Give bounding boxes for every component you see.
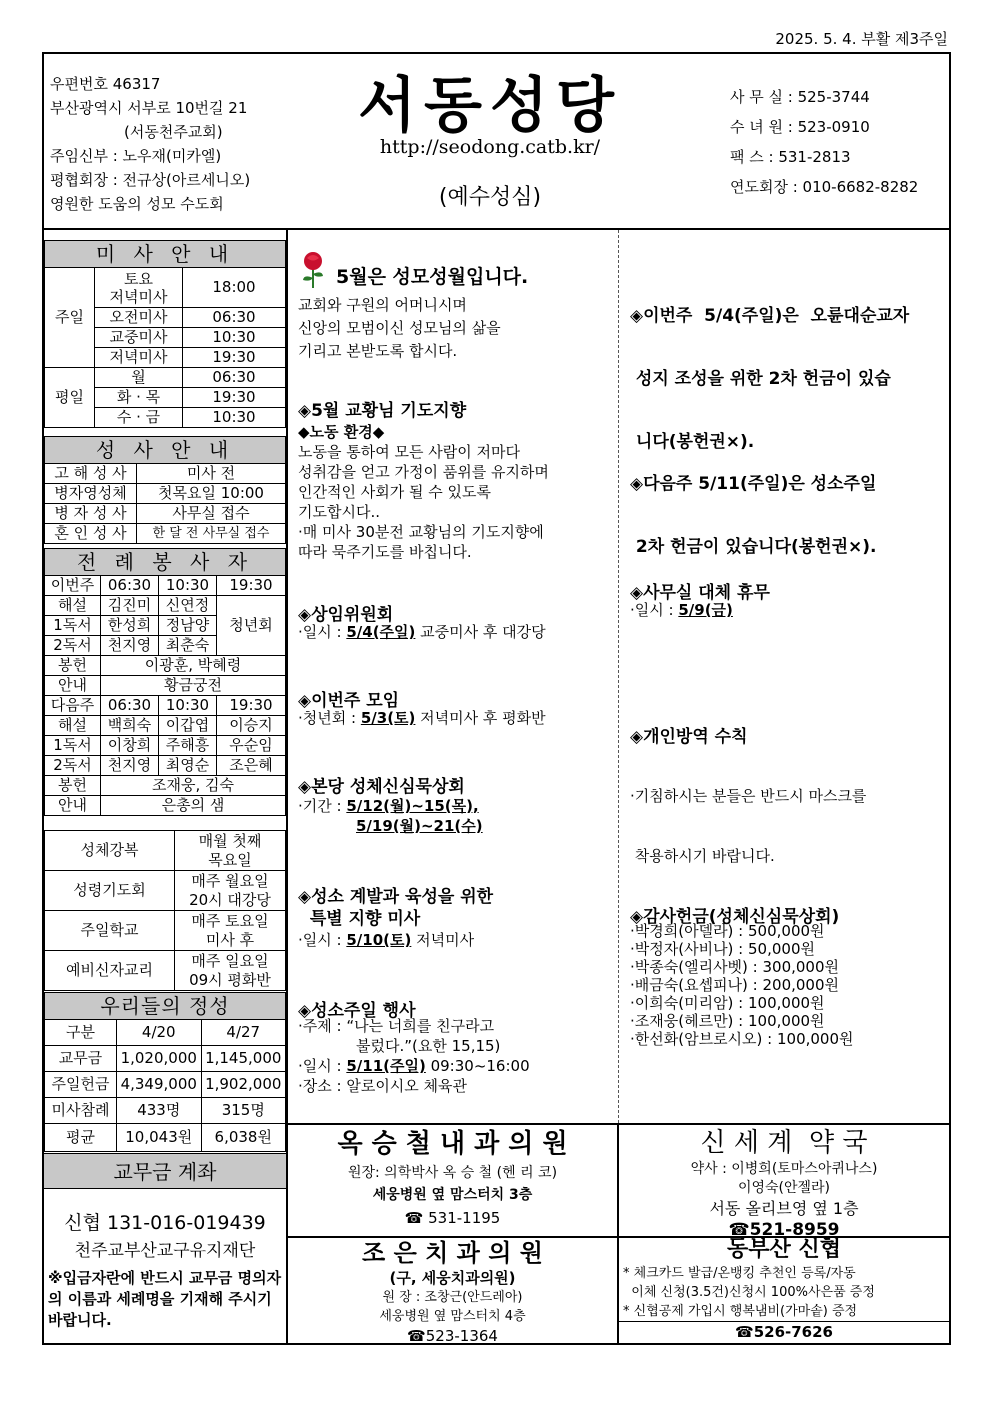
mass-table <box>44 240 286 428</box>
ad-line: 세웅병원 옆 맘스터치 3층 <box>372 1187 533 1203</box>
thanks-item: ·조재웅(헤르만) : 100,000원 <box>630 1012 825 1030</box>
text-line: ◈다음주 5/11(주일)은 성소주일 <box>630 474 877 494</box>
sacrament-name: 혼 인 성 사 <box>45 524 137 544</box>
server-name: 신연정 <box>159 596 217 616</box>
date: 5/9(금) <box>678 601 733 619</box>
mass-time: 19:30 <box>183 388 286 408</box>
thanks-title: ◈감사헌금(성체신심묵상회) <box>630 907 840 927</box>
server-name: 김진미 <box>101 596 159 616</box>
mass-time: 19:30 <box>183 348 286 368</box>
label: ·청년회 : <box>298 709 361 727</box>
mass-time: 10:30 <box>183 328 286 348</box>
row-label: 평균 <box>45 1124 117 1152</box>
meeting-info <box>298 708 546 728</box>
account-note: ※입금자란에 반드시 교무금 명의자의 이름과 세례명을 기재해 주시기 바랍니다. <box>48 1269 282 1329</box>
time: 06:30 <box>101 576 159 596</box>
row-label: 주일헌금 <box>45 1072 117 1098</box>
ad-line: 원장: 의학박사 옥 승 철 (헨 리 코) <box>347 1165 558 1181</box>
label: ·일시 : <box>630 601 679 619</box>
mass-time: 18:00 <box>183 268 286 308</box>
committee-info <box>298 622 546 642</box>
header-address <box>50 72 250 216</box>
role: 봉헌 <box>45 776 101 796</box>
schedule-value: 매주 월요일 20시 대강당 <box>175 871 286 911</box>
sacrament-title: 성 사 안 내 <box>45 437 286 464</box>
page-subtitle: (예수성심) <box>438 185 542 210</box>
text-line: 인간적인 사회가 될 수 있도록 <box>298 483 491 501</box>
ad-pharmacy <box>619 1126 949 1240</box>
mass-name: 교중미사 <box>95 328 183 348</box>
event-info <box>298 1016 530 1096</box>
ad-line: * 체크카드 발급/온뱅킹 추천인 등록/자동 <box>623 1266 856 1281</box>
committee-title: ◈상임위원회 <box>298 605 394 625</box>
server-name: 조은혜 <box>217 756 286 776</box>
vocation-info <box>298 930 474 950</box>
server-name: 조재웅, 김숙 <box>101 776 286 796</box>
server-group: 청년회 <box>217 596 286 656</box>
text-line: 신앙의 모범이신 성모님의 삶을 <box>298 319 501 337</box>
account-holder: 천주교부산교구유지재단 <box>74 1241 256 1261</box>
thanks-list <box>630 922 854 1048</box>
servers-table <box>44 548 286 816</box>
ad-line: 원 장 : 조창근(안드레아) <box>382 1290 523 1305</box>
label: ·일시 : <box>298 1057 347 1075</box>
visit-info <box>298 796 483 836</box>
schedule-value: 매주 토요일 미사 후 <box>175 911 286 951</box>
title-line: ◈성소 계발과 육성을 위한 <box>298 887 494 907</box>
sacrament-value: 첫목요일 10:00 <box>137 484 286 504</box>
text-line: 니다(봉헌권×). <box>630 432 755 452</box>
account-title: 교무금 계좌 <box>44 1153 286 1189</box>
ad-clinic <box>288 1126 617 1230</box>
column-divider <box>618 230 619 1123</box>
time: 19:30 <box>217 576 286 596</box>
church-name: (서동천주교회) <box>124 123 223 141</box>
schedule-value: 매주 일요일 09시 평화반 <box>175 951 286 991</box>
notice-vocation-sunday <box>630 432 876 579</box>
role: 해설 <box>45 716 101 736</box>
sacrament-value: 사무실 접수 <box>137 504 286 524</box>
detail: 09:30~16:00 <box>425 1057 530 1075</box>
pope-section <box>298 422 549 562</box>
ad-line: 세웅병원 옆 맘스터치 4층 <box>379 1309 526 1324</box>
fax: 팩 스 : 531-2813 <box>730 148 851 166</box>
time: 19:30 <box>217 696 286 716</box>
mass-name: 오전미사 <box>95 308 183 328</box>
text-line: ·매 미사 30분전 교황님의 기도지향에 <box>298 523 544 541</box>
servers-title: 전 례 봉 사 자 <box>45 549 286 576</box>
may-title: 5월은 성모성월입니다. <box>336 266 529 288</box>
label: ·기간 : <box>298 797 347 815</box>
date: 5/11(주일) <box>346 1057 426 1075</box>
health-info <box>630 746 866 886</box>
server-name: 한성희 <box>101 616 159 636</box>
ad-title: 옥 승 철 내 과 의 원 <box>337 1129 568 1159</box>
mass-name: 토요 저녁미사 <box>95 268 183 308</box>
text-line: 성지 조성을 위한 2차 헌금이 있습 <box>630 369 891 389</box>
server-name: 황금궁전 <box>101 676 286 696</box>
ad-line: 이영숙(안젤라) <box>737 1180 831 1196</box>
text-line: 성취감을 얻고 가정이 품위를 유지하며 <box>298 463 549 481</box>
office-phone: 사 무 실 : 525-3744 <box>730 88 870 106</box>
thanks-item: ·이희숙(미리암) : 100,000원 <box>630 994 825 1012</box>
server-name: 최춘숙 <box>159 636 217 656</box>
row-label: 교무금 <box>45 1046 117 1072</box>
text-line: ·장소 : 알로이시오 체육관 <box>298 1077 468 1095</box>
detail: 저녁미사 후 평화반 <box>415 709 546 727</box>
role: 안내 <box>45 676 101 696</box>
time: 10:30 <box>159 576 217 596</box>
cell: 4,349,000 <box>117 1072 202 1098</box>
text-line: ◈이번주 5/4(주일)은 오륜대순교자 <box>630 306 910 326</box>
issue-date: 2025. 5. 4. 부활 제3주일 <box>775 30 948 48</box>
role: 1독서 <box>45 616 101 636</box>
cell: 1,020,000 <box>117 1046 202 1072</box>
schedule-name: 성령기도회 <box>45 871 175 911</box>
text-line: 착용하시기 바랍니다. <box>630 847 775 865</box>
mass-title: 미 사 안 내 <box>45 241 286 268</box>
role: 봉헌 <box>45 656 101 676</box>
cell: 315명 <box>201 1098 286 1124</box>
role: 안내 <box>45 796 101 816</box>
label: ·일시 : <box>298 623 347 641</box>
text-line: 기도합시다.. <box>298 503 380 521</box>
text-line: ·기침하시는 분들은 반드시 마스크를 <box>630 787 867 805</box>
ad-title: 신 세 계 약 국 <box>700 1128 868 1158</box>
sacrament-value: 한 달 전 사무실 접수 <box>137 524 286 544</box>
weekday-label: 평일 <box>45 368 95 428</box>
ad-line: 서동 올리브영 옆 1층 <box>709 1199 859 1218</box>
council-president: 평협회장 : 전규상(아르세니오) <box>50 171 251 189</box>
ad-line: (구, 세웅치과의원) <box>389 1269 516 1287</box>
sacrament-table <box>44 436 286 544</box>
time: 10:30 <box>159 696 217 716</box>
convent: 영원한 도움의 성모 수도회 <box>50 195 224 213</box>
schedule-table <box>44 830 286 991</box>
cell: 1,145,000 <box>201 1046 286 1072</box>
ad-credit-union <box>619 1236 949 1342</box>
schedule-name: 예비신자교리 <box>45 951 175 991</box>
sacrament-name: 병자영성체 <box>45 484 137 504</box>
address: 부산광역시 서부로 10번길 21 <box>50 99 248 117</box>
server-name: 주해흥 <box>159 736 217 756</box>
server-name: 천지영 <box>101 636 159 656</box>
event-title: ◈성소주일 행사 <box>298 1001 416 1021</box>
thanks-item: ·박종숙(엘리사벳) : 300,000원 <box>630 958 840 976</box>
cell: 10,043원 <box>117 1124 202 1152</box>
mass-name: 월 <box>95 368 183 388</box>
sacrament-name: 병 자 성 사 <box>45 504 137 524</box>
cell: 6,038원 <box>201 1124 286 1152</box>
header-contacts <box>730 82 918 202</box>
text-line: 노동을 통하여 모든 사람이 저마다 <box>298 443 520 461</box>
mass-time: 06:30 <box>183 308 286 328</box>
date: 5/19(월)~21(수) <box>356 817 483 835</box>
schedule-value: 매월 첫째 목요일 <box>175 831 286 871</box>
cell: 1,902,000 <box>201 1072 286 1098</box>
ad-phone: ☎ 531-1195 <box>404 1209 501 1227</box>
sunday-label: 주일 <box>45 268 95 368</box>
server-name: 은총의 샘 <box>101 796 286 816</box>
pastor: 주임신부 : 노우재(미카엘) <box>50 147 222 165</box>
text-line: 교회와 구원의 어머니시며 <box>298 296 467 314</box>
header-divider <box>42 228 951 230</box>
meeting-title: ◈이번주 모임 <box>298 691 400 711</box>
time: 06:30 <box>101 696 159 716</box>
role: 2독서 <box>45 636 101 656</box>
text-line: 2차 헌금이 있습니다(봉헌권×). <box>630 537 877 557</box>
detail: 교중미사 후 대강당 <box>415 623 546 641</box>
label: ·일시 : <box>298 931 347 949</box>
server-name: 이갑엽 <box>159 716 217 736</box>
server-name: 백희숙 <box>101 716 159 736</box>
server-name: 이창희 <box>101 736 159 756</box>
detail: 저녁미사 <box>411 931 475 949</box>
memorial-phone: 연도회장 : 010-6682-8282 <box>730 178 919 196</box>
date: 5/3(토) <box>360 709 416 727</box>
mass-name: 저녁미사 <box>95 348 183 368</box>
text-line: ·주제 : “나는 너희를 친구라고 <box>298 1017 495 1035</box>
thanks-item: ·배금숙(요셉피나) : 200,000원 <box>630 976 840 994</box>
text-line: 따라 묵주기도를 바칩니다. <box>298 543 472 561</box>
ad-title: 동부산 신협 <box>727 1237 841 1262</box>
offering-title: 우리들의 정성 <box>45 993 286 1020</box>
server-name: 우순임 <box>217 736 286 756</box>
account-number: 신협 131-016-019439 <box>64 1212 266 1234</box>
date: 5/10(토) <box>346 931 412 949</box>
health-title: ◈개인방역 수칙 <box>630 727 748 747</box>
office-title: ◈사무실 대체 휴무 <box>630 583 770 603</box>
convent-phone: 수 녀 원 : 523-0910 <box>730 118 870 136</box>
role: 1독서 <box>45 736 101 756</box>
ad-dental <box>288 1238 617 1346</box>
vocation-title <box>298 886 493 930</box>
visit-title: ◈본당 성체신심묵상회 <box>298 777 465 797</box>
ad-line: 약사 : 이병희(토마스아퀴나스) <box>690 1161 878 1177</box>
col-header: 4/20 <box>117 1020 202 1046</box>
server-name: 이승지 <box>217 716 286 736</box>
role: 해설 <box>45 596 101 616</box>
col-header: 구분 <box>45 1020 117 1046</box>
ad-line: * 신협공제 가입시 행복냄비(가마솥) 증정 <box>619 1302 949 1322</box>
col-header: 4/27 <box>201 1020 286 1046</box>
offering-table <box>44 992 286 1152</box>
ad-phone: ☎526-7626 <box>735 1323 833 1341</box>
postal-code: 우편번호 46317 <box>50 75 161 93</box>
may-text <box>298 294 501 363</box>
pope-title: ◈5월 교황님 기도지향 <box>298 401 467 421</box>
ad-title: 조 은 치 과 의 원 <box>362 1239 543 1267</box>
server-name: 정남양 <box>159 616 217 636</box>
pope-subtitle: ◆노동 환경◆ <box>298 423 385 441</box>
server-name: 최영순 <box>159 756 217 776</box>
mass-name: 화 · 목 <box>95 388 183 408</box>
role: 2독서 <box>45 756 101 776</box>
rose-icon <box>298 250 328 294</box>
sacrament-name: 고 해 성 사 <box>45 464 137 484</box>
cell: 433명 <box>117 1098 202 1124</box>
website-link[interactable]: http://seodong.catb.kr/ <box>379 136 601 158</box>
ad-phone: ☎523-1364 <box>407 1327 498 1345</box>
date: 5/4(주일) <box>346 623 416 641</box>
title-line: 특별 지향 미사 <box>298 909 421 929</box>
row-label: 미사참례 <box>45 1098 117 1124</box>
this-week-label: 이번주 <box>45 576 101 596</box>
next-week-label: 다음주 <box>45 696 101 716</box>
server-name: 이광훈, 박혜령 <box>101 656 286 676</box>
text-line: 불렀다.”(요한 15,15) <box>356 1037 501 1055</box>
date: 5/12(월)~15(목), <box>346 797 479 815</box>
mass-time: 10:30 <box>183 408 286 428</box>
mass-time: 06:30 <box>183 368 286 388</box>
thanks-item: ·박경희(아델라) : 500,000원 <box>630 922 825 940</box>
text-line: 기리고 본받도록 합시다. <box>298 342 458 360</box>
thanks-item: ·한선화(암브로시오) : 100,000원 <box>630 1030 854 1048</box>
schedule-name: 성체강복 <box>45 831 175 871</box>
ad-line: 이체 신청(3.5건)신청시 100%사은품 증정 <box>623 1285 875 1300</box>
sacrament-value: 미사 전 <box>137 464 286 484</box>
page-title: 서동성당 <box>358 71 622 141</box>
thanks-item: ·박정자(사비나) : 50,000원 <box>630 940 815 958</box>
office-info <box>630 600 733 620</box>
mass-name: 수 · 금 <box>95 408 183 428</box>
server-name: 천지영 <box>101 756 159 776</box>
schedule-name: 주일학교 <box>45 911 175 951</box>
ad-phone: ☎521-8959 <box>728 1220 840 1240</box>
